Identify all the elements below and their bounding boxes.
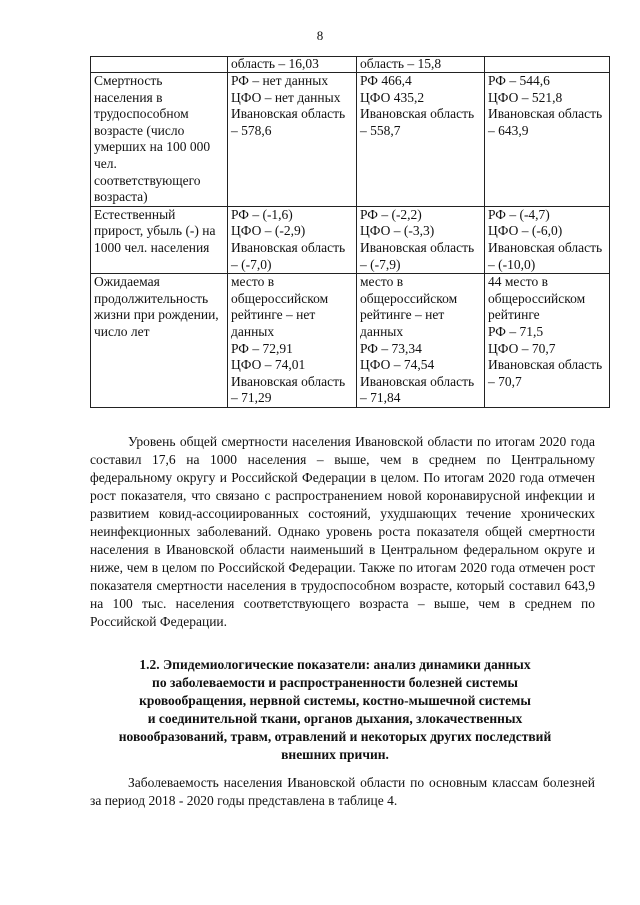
table-cell: РФ – (-4,7) ЦФО – (-6,0) Ивановская область – (-10,0)	[485, 206, 610, 273]
table-cell-indicator: Ожидаемая продолжительность жизни при рождении, число лет	[91, 274, 228, 408]
table-cell: 44 место в общероссийском рейтинге РФ – 71,5 ЦФО – 70,7 Ивановская область – 70,7	[485, 274, 610, 408]
table-cell: место в общероссийском рейтинге – нет данных РФ – 73,34 ЦФО – 74,54 Ивановская область – 71,84	[357, 274, 485, 408]
table-cell: область – 16,03	[228, 57, 357, 73]
table-cell: РФ – (-2,2) ЦФО – (-3,3) Ивановская область – (-7,9)	[357, 206, 485, 273]
section-heading: 1.2. Эпидемиологические показатели: анализ динамики данных по заболеваемости и распространенности болезней системы кровообращения, нервной системы, костно-мышечной системы и соединительной ткани, органов дыхания, злокачественных новообразований, травм, отравлений и некоторых других последствий внешних причин.	[118, 657, 552, 762]
table-cell: РФ – 544,6 ЦФО – 521,8 Ивановская область – 643,9	[485, 73, 610, 207]
table-row	[91, 206, 610, 273]
table-cell: РФ 466,4 ЦФО 435,2 Ивановская область – 558,7	[357, 73, 485, 207]
page-number: 8	[316, 28, 324, 43]
table-cell: РФ – нет данных ЦФО – нет данных Ивановская область – 578,6	[228, 73, 357, 207]
table-cell	[485, 57, 610, 73]
table-cell: РФ – (-1,6) ЦФО – (-2,9) Ивановская область – (-7,0)	[228, 206, 357, 273]
table-row	[91, 73, 610, 207]
table-cell-indicator: Естественный прирост, убыль (-) на 1000 чел. населения	[91, 206, 228, 273]
table-cell-indicator	[91, 57, 228, 73]
table-row	[91, 274, 610, 408]
body-paragraph: Заболеваемость населения Ивановской области по основным классам болезней за период 2018 - 2020 годы представлена в таблице 4.	[90, 775, 595, 808]
table-cell: место в общероссийском рейтинге – нет данных РФ – 72,91 ЦФО – 74,01 Ивановская область – 71,29	[228, 274, 357, 408]
table-cell: область – 15,8	[357, 57, 485, 73]
table-cell-indicator: Смертность населения в трудоспособном возрасте (число умерших на 100 000 чел. соответствующего возраста)	[91, 73, 228, 207]
table-row	[91, 57, 610, 73]
body-paragraph: Уровень общей смертности населения Ивановской области по итогам 2020 года составил 17,6 на 1000 населения – выше, чем в среднем по Центральному федеральному округу и Российской Федерации в целом. По итогам 2020 года отмечен рост показателя, что связано с распространением новой коронавирусной инфекции и развитием ковид-ассоциированных состояний, ухудшающих течение хронических неинфекционных заболеваний. Однако уровень роста показателя общей смертности населения в Ивановской области наименьший в Центральном федеральном округе и ниже, чем в целом по Российской Федерации. Также по итогам 2020 года отмечен рост показателя смертности населения в трудоспособном возрасте, который составил 643,9 на 100 тыс. населения соответствующего возраста – выше, чем в среднем по Российской Федерации.	[90, 434, 595, 629]
indicators-table	[90, 56, 610, 408]
